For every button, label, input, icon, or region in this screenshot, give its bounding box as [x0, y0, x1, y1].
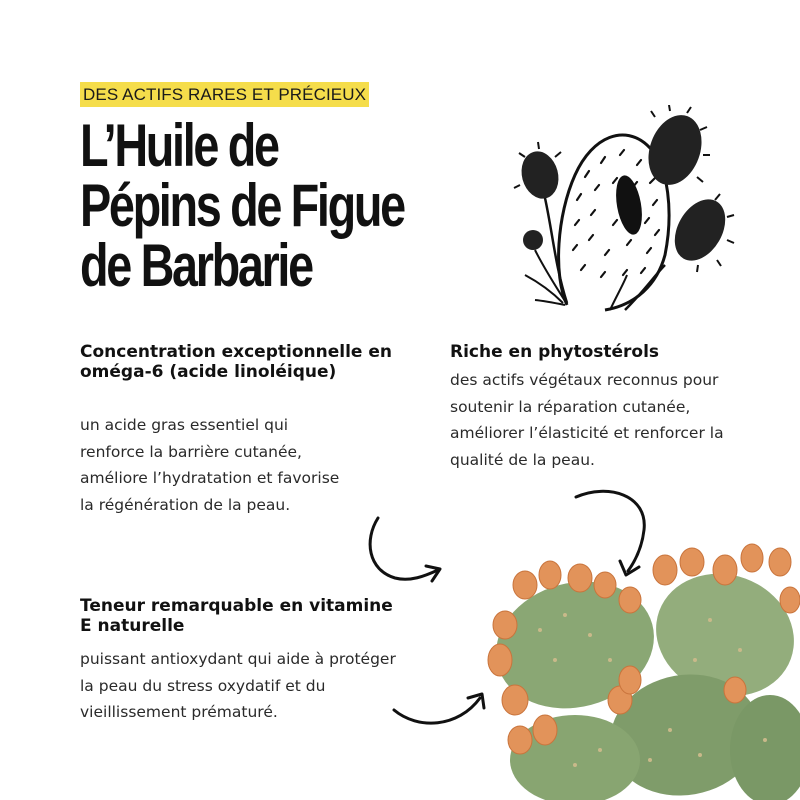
tagline-highlight: DES ACTIFS RARES ET PRÉCIEUX — [80, 82, 369, 107]
feature-omega6-text: un acide gras essentiel qui renforce la barrière cutanée, améliore l’hydratation et favorise la régénération de la peau. — [80, 416, 340, 514]
feature-phytosterols-heading: Riche en phytostérols — [450, 342, 660, 362]
page-title — [80, 112, 404, 299]
cactus-photo-icon — [480, 540, 800, 800]
curved-arrow-icon — [360, 510, 450, 600]
cactus-illustration-icon — [505, 105, 735, 315]
feature-phytosterols-text: des actifs végétaux reconnus pour soutenir la réparation cutanée, améliorer l’élasticité et renforcer la qualité de la peau. — [450, 371, 724, 469]
title-line-2: Pépins de Figue — [80, 172, 404, 239]
feature-vitamin-e-text: puissant antioxydant qui aide à protéger la peau du stress oxydatif et du vieillissement prématuré. — [80, 650, 396, 721]
feature-omega6-heading: Concentration exceptionnelle en oméga-6 (acide linoléique) — [80, 342, 392, 382]
feature-vitamin-e-heading: Teneur remarquable en vitamine E naturelle — [80, 596, 393, 636]
title-line-1: L’Huile de — [80, 112, 278, 179]
title-line-3: de Barbarie — [80, 232, 312, 299]
